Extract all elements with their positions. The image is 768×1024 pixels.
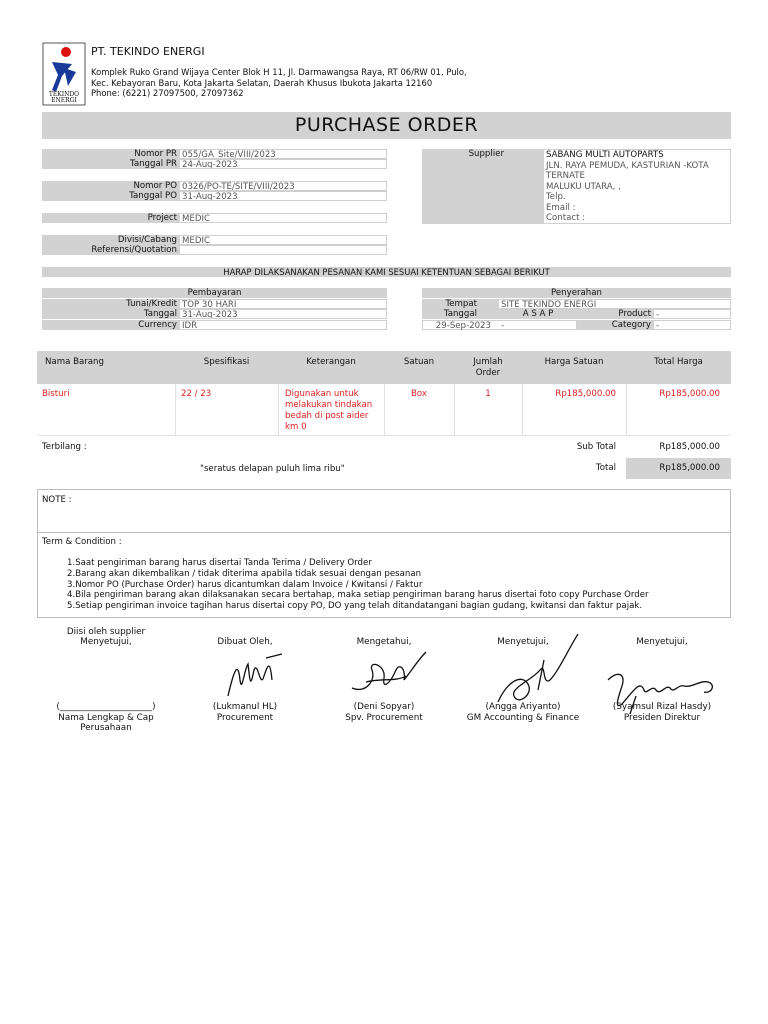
penyerahan-tanggal-label: Tanggal	[422, 309, 499, 319]
product-value: -	[654, 309, 731, 319]
company-logo	[42, 42, 86, 106]
nomor-po-value: 0326/PO-TE/SITE/VIII/2023	[180, 181, 387, 191]
note-divider	[37, 532, 731, 533]
company-name: PT. TEKINDO ENERGI	[91, 45, 205, 58]
pembayaran-header: Pembayaran	[42, 288, 387, 298]
cell-jumlah: 1	[485, 389, 491, 399]
th-jumlah: Jumlah Order	[473, 357, 503, 378]
sig-mengetahui-title: Mengetahui,	[356, 637, 412, 647]
signature-deni	[346, 640, 436, 703]
tanggal-po-label: Tanggal PO	[42, 191, 180, 201]
divisi-label: Divisi/Cabang	[42, 235, 180, 245]
supplier-contact: Contact :	[546, 213, 586, 223]
cell-spesifikasi: 22 / 23	[181, 389, 212, 399]
sig-gm-title: Menyetujui,	[497, 637, 549, 647]
note-label: NOTE :	[42, 495, 72, 505]
total-label: Total	[595, 463, 616, 473]
supplier-email: Email :	[546, 202, 576, 213]
divisi-value: MEDIC	[180, 235, 387, 245]
referensi-value	[180, 245, 387, 255]
signature-lukmanul	[220, 650, 290, 705]
cell-satuan: Box	[411, 389, 427, 399]
sig-dibuat-name: (Lukmanul HL)	[212, 702, 278, 712]
th-harga-satuan: Harga Satuan	[544, 357, 604, 367]
th-total-harga: Total Harga	[654, 357, 703, 367]
sig-direktur-role: Presiden Direktur	[623, 713, 701, 723]
tunai-value: TOP 30 HARI	[180, 299, 387, 309]
supplier-label: Supplier	[468, 149, 504, 159]
supplier-details	[544, 149, 731, 224]
penyerahan-header: Penyerahan	[422, 288, 731, 298]
logo-text: TEKINDO ENERGI	[48, 91, 80, 104]
tunai-label: Tunai/Kredit	[42, 299, 180, 309]
nomor-po-label: Nomor PO	[42, 181, 180, 191]
supplier-name: SABANG MULTI AUTOPARTS	[546, 150, 664, 160]
total-value: Rp185,000.00	[626, 458, 731, 479]
terbilang-value: "seratus delapan puluh lima ribu"	[200, 464, 345, 474]
cell-harga: Rp185,000.00	[555, 389, 616, 399]
terbilang-label: Terbilang :	[42, 442, 87, 452]
tanggal-pr-label: Tanggal PR	[42, 159, 180, 169]
pembayaran-tanggal-label: Tanggal	[42, 309, 180, 319]
sig-gm-role: GM Accounting & Finance	[466, 713, 580, 723]
nomor-pr-value: 055/GA_Site/VIII/2023	[180, 149, 387, 159]
currency-label: Currency	[42, 320, 180, 330]
cell-nama: Bisturi	[42, 389, 70, 399]
term-item: 4.Bila pengiriman barang akan dilaksanakan secara bertahap, maka setiap pengiriman barang harus disertai foto copy Purchase Order	[67, 590, 649, 601]
nomor-pr-label: Nomor PR	[42, 149, 180, 159]
instruction-bar: HARAP DILAKSANAKAN PESANAN KAMI SESUAI KETENTUAN SEBAGAI BERIKUT	[42, 267, 731, 277]
penyerahan-date2: 29-Sep-2023	[422, 320, 499, 330]
supplier-address-2: TERNATE	[546, 171, 585, 181]
tanggal-po-value: 31-Aug-2023	[180, 191, 387, 201]
subtotal-label: Sub Total	[576, 442, 616, 452]
referensi-label: Referensi/Quotation	[42, 245, 180, 255]
category-label: Category	[577, 320, 654, 330]
sig-mengetahui-role: Spv. Procurement	[345, 713, 423, 723]
terms-list	[67, 558, 649, 612]
term-item: 5.Setiap pengiriman invoice tagihan harus disertai copy PO, DO yang telah ditandatangani bagian gudang, kwitansi dan faktur pajak.	[67, 601, 643, 612]
sig-supplier-title1: Diisi oleh supplier	[66, 627, 146, 637]
tempat-value: SITE TEKINDO ENERGI	[499, 299, 731, 309]
th-spesifikasi: Spesifikasi	[203, 357, 250, 367]
signature-angga	[488, 630, 588, 713]
cell-keterangan: Digunakan untuk melakukan tindakan bedah di post aider km 0	[285, 389, 373, 432]
term-item: 2.Barang akan dikembalikan / tidak diterima apabila tidak sesuai dengan pesanan	[67, 568, 422, 579]
project-value: MEDIC	[180, 213, 387, 223]
supplier-address-3: MALUKU UTARA, ,	[546, 181, 621, 192]
supplier-address-1: JLN. RAYA PEMUDA, KASTURIAN -KOTA	[546, 160, 709, 171]
term-item: 3.Nomor PO (Purchase Order) harus dicantumkan dalam Invoice / Kwitansi / Faktur	[67, 579, 423, 590]
supplier-telp: Telp.	[546, 192, 566, 202]
penyerahan-tanggal-value: A S A P	[499, 309, 577, 319]
tempat-label: Tempat	[422, 299, 499, 309]
sig-supplier-title2: Menyetujui,	[80, 637, 132, 647]
company-phone: Phone: (6221) 27097500, 27097362	[91, 88, 244, 98]
th-keterangan: Keterangan	[306, 357, 356, 367]
sig-supplier-role2: Perusahaan	[80, 723, 132, 733]
term-item: 1.Saat pengiriman barang harus disertai Tanda Terima / Delivery Order	[67, 558, 372, 568]
cell-total: Rp185,000.00	[659, 389, 720, 399]
currency-value: IDR	[180, 320, 387, 330]
sig-direktur-name: (Syamsul Rizal Hasdy)	[612, 702, 712, 712]
sig-mengetahui-name: (Deni Sopyar)	[353, 702, 415, 712]
pembayaran-tanggal-value: 31-Aug-2023	[180, 309, 387, 319]
sig-gm-name: (Angga Ariyanto)	[485, 702, 561, 712]
tanggal-pr-value: 24-Aug-2023	[180, 159, 387, 169]
th-nama-barang: Nama Barang	[45, 357, 104, 367]
project-label: Project	[42, 213, 180, 223]
sig-supplier-name: (_____________________)	[56, 702, 156, 712]
sig-direktur-title: Menyetujui,	[636, 637, 688, 647]
sig-supplier-role: Nama Lengkap & Cap	[58, 713, 154, 723]
company-address-1: Komplek Ruko Grand Wijaya Center Blok H 11, Jl. Darmawangsa Raya, RT 06/RW 01, Pulo,	[91, 67, 467, 77]
supplier-label-cell	[422, 149, 544, 224]
th-satuan: Satuan	[403, 357, 435, 367]
category-value: -	[654, 320, 731, 330]
sig-dibuat-role: Procurement	[216, 713, 274, 723]
penyerahan-date2-value: -	[499, 320, 577, 330]
subtotal-value: Rp185,000.00	[659, 442, 720, 452]
page-title: PURCHASE ORDER	[42, 112, 731, 139]
product-label: Product	[577, 309, 654, 319]
sig-dibuat-title: Dibuat Oleh,	[217, 637, 273, 647]
terms-label: Term & Condition :	[42, 537, 122, 547]
company-address-2: Kec. Kebayoran Baru, Kota Jakarta Selatan, Daerah Khusus Ibukota Jakarta 12160	[91, 78, 433, 88]
